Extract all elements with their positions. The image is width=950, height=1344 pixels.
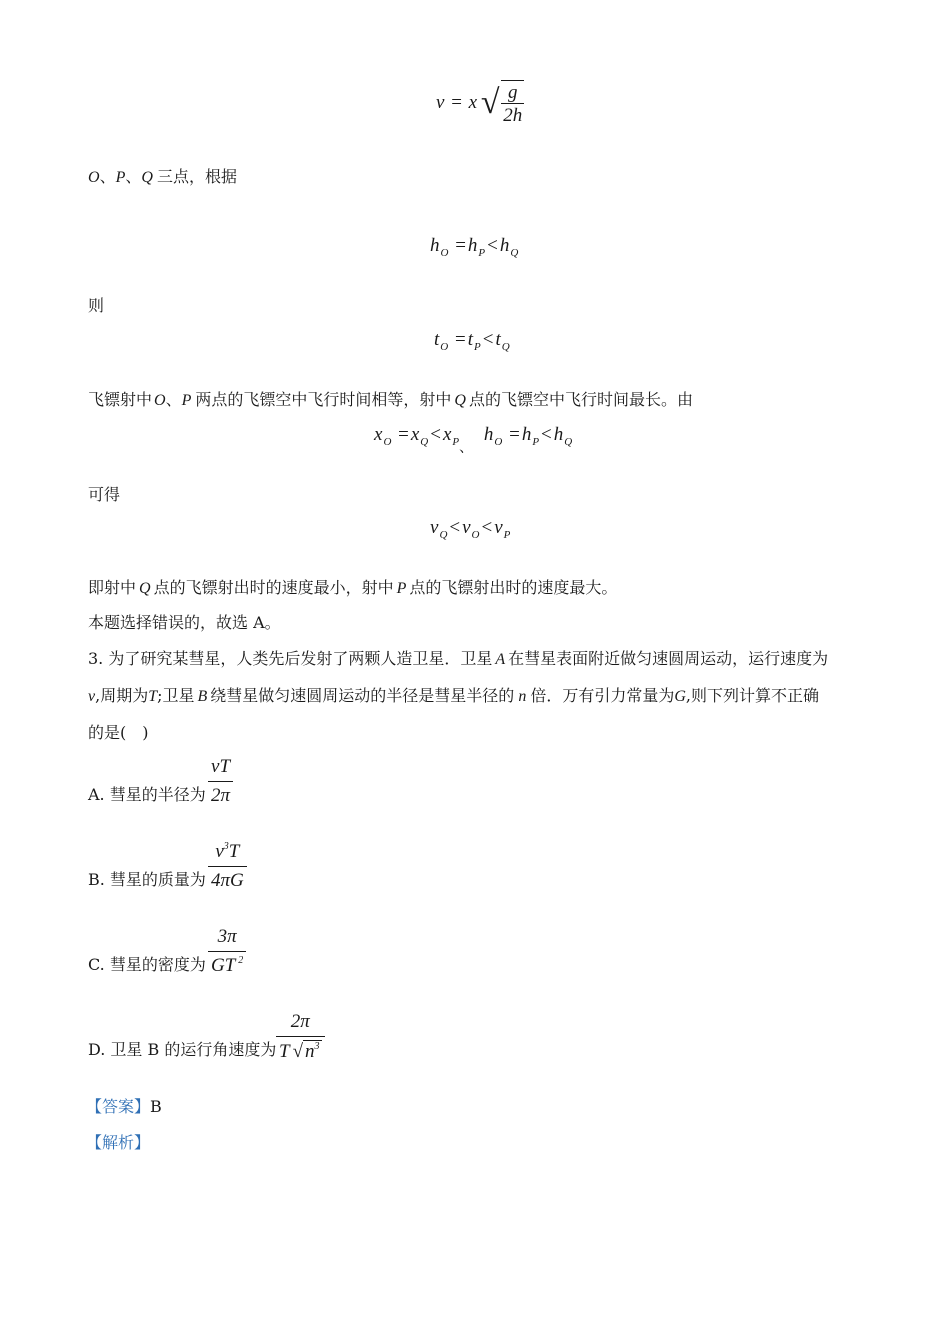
equation-velocities: $v_Q < v_O < v_P$ — [430, 517, 511, 541]
option-c-fraction: $\frac{3\pi}{GT ^2}$ — [208, 926, 246, 977]
text-line-4: 可得 — [88, 485, 121, 504]
question-3-line-2: v,周期为T;卫星 B 绕彗星做匀速圆周运动的半径是彗星半径的 n 倍．万有引力常量为G,则下列计算不正确 — [88, 686, 819, 705]
text-line-6: 本题选择错误的，故选 A。 — [88, 613, 281, 632]
text-line-2: 则 — [88, 296, 105, 315]
option-d-label: D. 卫星 B 的运行角速度为 — [88, 1040, 277, 1059]
equation-x-and-h: $x_O = x_Q < x_{P、}$ $h_O = h_P < h_Q$ — [374, 424, 573, 456]
sqrt-sign: √ — [292, 1041, 304, 1062]
sqrt-sign: √ — [480, 83, 500, 121]
answer-line — [86, 1096, 162, 1118]
text-line-5: 即射中 Q 点的飞镖射出时的速度最小，射中 P 点的飞镖射出时的速度最大。 — [88, 578, 618, 597]
answer-label: 【答案】 — [86, 1097, 151, 1116]
analysis-label: 【解析】 — [86, 1133, 151, 1152]
equation-heights: $h_O = h_P < h_Q$ — [430, 235, 519, 259]
text-line-3: 飞镖射中 O、P 两点的飞镖空中飞行时间相等，射中 Q 点的飞镖空中飞行时间最长。由 — [88, 390, 693, 409]
text-line-1: O、P、Q 三点，根据 — [88, 167, 237, 186]
option-c-label: C. 彗星的密度为 — [88, 955, 206, 974]
option-d-fraction: $\frac{2\pi}{T √ n^3}$ — [276, 1011, 325, 1063]
question-3-line-1: 3. 为了研究某彗星，人类先后发射了两颗人造卫星．卫星 A 在彗星表面附近做匀速圆周运动，运行速度为 — [88, 649, 829, 668]
option-a-fraction: $\frac{vT}{2\pi}$ — [208, 756, 233, 807]
analysis-line — [86, 1132, 150, 1154]
option-a-label: A. 彗星的半径为 — [88, 785, 206, 804]
answer-value: B — [150, 1097, 162, 1116]
equation-times: $t_O = t_P < t_Q$ — [434, 329, 510, 353]
question-3-line-3: 的是( ) — [88, 723, 149, 742]
option-b-label: B. 彗星的质量为 — [88, 870, 206, 889]
equation-velocity: v = x √ $\frac{g}{2h}$ — [436, 82, 523, 126]
option-b-fraction: $\frac{v^3T}{4\pi G}$ — [208, 841, 247, 892]
